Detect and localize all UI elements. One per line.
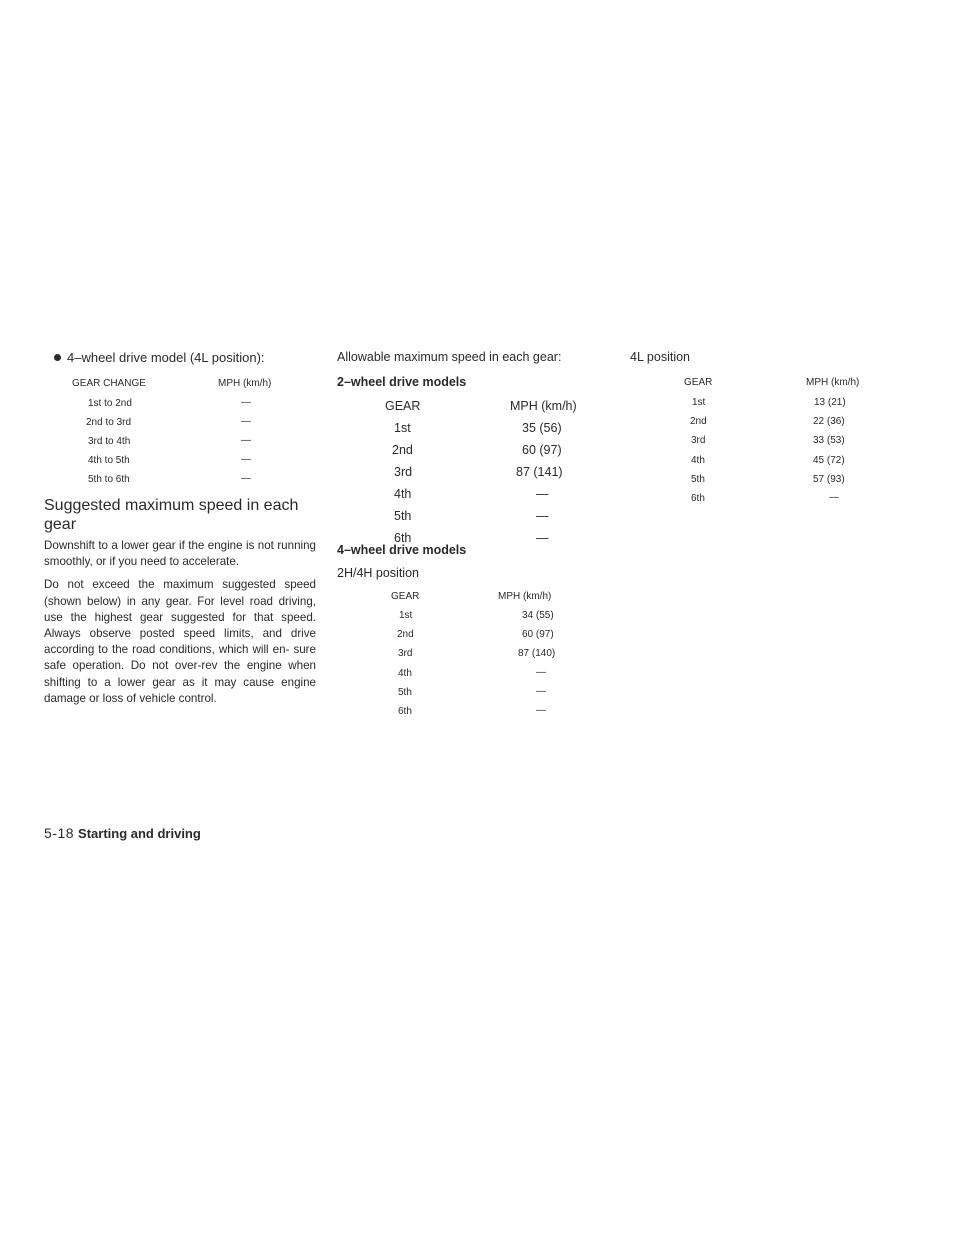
four-wd-cell: 1st	[399, 610, 413, 621]
intro-text: Allowable maximum speed in each gear:	[337, 350, 562, 364]
two-wd-cell: 6th	[394, 531, 412, 545]
four-wd-header-speed: MPH (km/h)	[498, 591, 552, 602]
four-wd-cell: —	[536, 705, 546, 716]
page-footer	[44, 825, 201, 843]
shift-table-cell: 4th to 5th	[88, 455, 130, 466]
four-l-cell: 4th	[691, 455, 705, 466]
shift-table-cell: —	[241, 454, 251, 465]
four-l-cell: 13 (21)	[814, 397, 846, 408]
two-wd-cell: 1st	[394, 421, 411, 435]
shift-table-cell: —	[241, 435, 251, 446]
section-title-line1: Suggested maximum speed in each	[44, 497, 299, 514]
shift-table-cell: —	[241, 473, 251, 484]
four-wd-cell: 60 (97)	[522, 629, 554, 640]
four-l-cell: 33 (53)	[813, 435, 845, 446]
shift-table-cell: —	[241, 397, 251, 408]
shift-table-cell: 1st to 2nd	[88, 398, 132, 409]
four-wd-cell: —	[536, 686, 546, 697]
four-wd-header-gear: GEAR	[391, 591, 420, 602]
four-wd-cell: 87 (140)	[518, 648, 556, 659]
two-wd-cell: —	[536, 487, 549, 501]
four-wd-cell: 3rd	[398, 648, 413, 659]
four-wd-cell: —	[536, 667, 546, 678]
two-wd-cell: 5th	[394, 509, 412, 523]
section-title-line2: gear	[44, 516, 77, 533]
page-number: 5-18	[44, 825, 75, 841]
bullet-icon	[54, 354, 61, 361]
shift-table-cell: 5th to 6th	[88, 474, 130, 485]
shift-table-cell: 2nd to 3rd	[86, 417, 132, 428]
bullet-item	[54, 350, 265, 365]
four-wd-cell: 4th	[398, 668, 412, 679]
four-l-cell: 2nd	[690, 416, 707, 427]
four-l-cell: 6th	[691, 493, 705, 504]
two-wd-cell: 87 (141)	[516, 465, 563, 479]
four-l-position-label: 4L position	[630, 350, 690, 364]
two-wd-cell: 2nd	[392, 443, 413, 457]
four-wd-cell: 6th	[398, 706, 412, 717]
shift-table-cell: —	[241, 416, 251, 427]
four-l-cell: 1st	[692, 397, 706, 408]
two-wd-header-gear: GEAR	[385, 399, 421, 413]
four-l-cell: 22 (36)	[813, 416, 845, 427]
bullet-text: 4–wheel drive model (4L position):	[67, 350, 265, 365]
two-wd-heading: 2–wheel drive models	[337, 375, 467, 389]
four-wd-heading: 4–wheel drive models	[337, 543, 467, 557]
paragraph-block	[44, 538, 316, 707]
four-wd-cell: 5th	[398, 687, 412, 698]
shift-table-header-gear: GEAR CHANGE	[72, 378, 146, 389]
two-wd-cell: 35 (56)	[522, 421, 562, 435]
shift-table-header-speed: MPH (km/h)	[218, 378, 272, 389]
two-wd-cell: 60 (97)	[522, 443, 562, 457]
position-label: 2H/4H position	[337, 566, 419, 580]
four-wd-cell: 34 (55)	[522, 610, 554, 621]
four-l-cell: 5th	[691, 474, 705, 485]
section-name: Starting and driving	[78, 826, 201, 841]
four-l-cell: 3rd	[691, 435, 706, 446]
four-l-header-speed: MPH (km/h)	[806, 377, 860, 388]
section-heading	[44, 496, 314, 534]
four-l-cell: —	[829, 492, 839, 503]
shift-table-cell: 3rd to 4th	[88, 436, 131, 447]
paragraph: Do not exceed the maximum suggested speed (shown below) in any gear. For level road driving, use the highest gear suggested for that speed. Always observe posted speed limits, and drive according to the road conditions, which will en- sure safe operation. Do not over-rev the engine when shifting to a lower gear as it may cause engine damage or loss of vehicle control.	[44, 578, 316, 705]
two-wd-cell: —	[536, 531, 549, 545]
two-wd-header-speed: MPH (km/h)	[510, 399, 577, 413]
four-l-cell: 57 (93)	[813, 474, 845, 485]
two-wd-cell: 3rd	[394, 465, 413, 479]
four-wd-cell: 2nd	[397, 629, 414, 640]
two-wd-cell: —	[536, 509, 549, 523]
four-l-cell: 45 (72)	[813, 455, 845, 466]
two-wd-cell: 4th	[394, 487, 412, 501]
paragraph: Downshift to a lower gear if the engine is not running smoothly, or if you need to accelerate.	[44, 539, 316, 569]
four-l-header-gear: GEAR	[684, 377, 713, 388]
